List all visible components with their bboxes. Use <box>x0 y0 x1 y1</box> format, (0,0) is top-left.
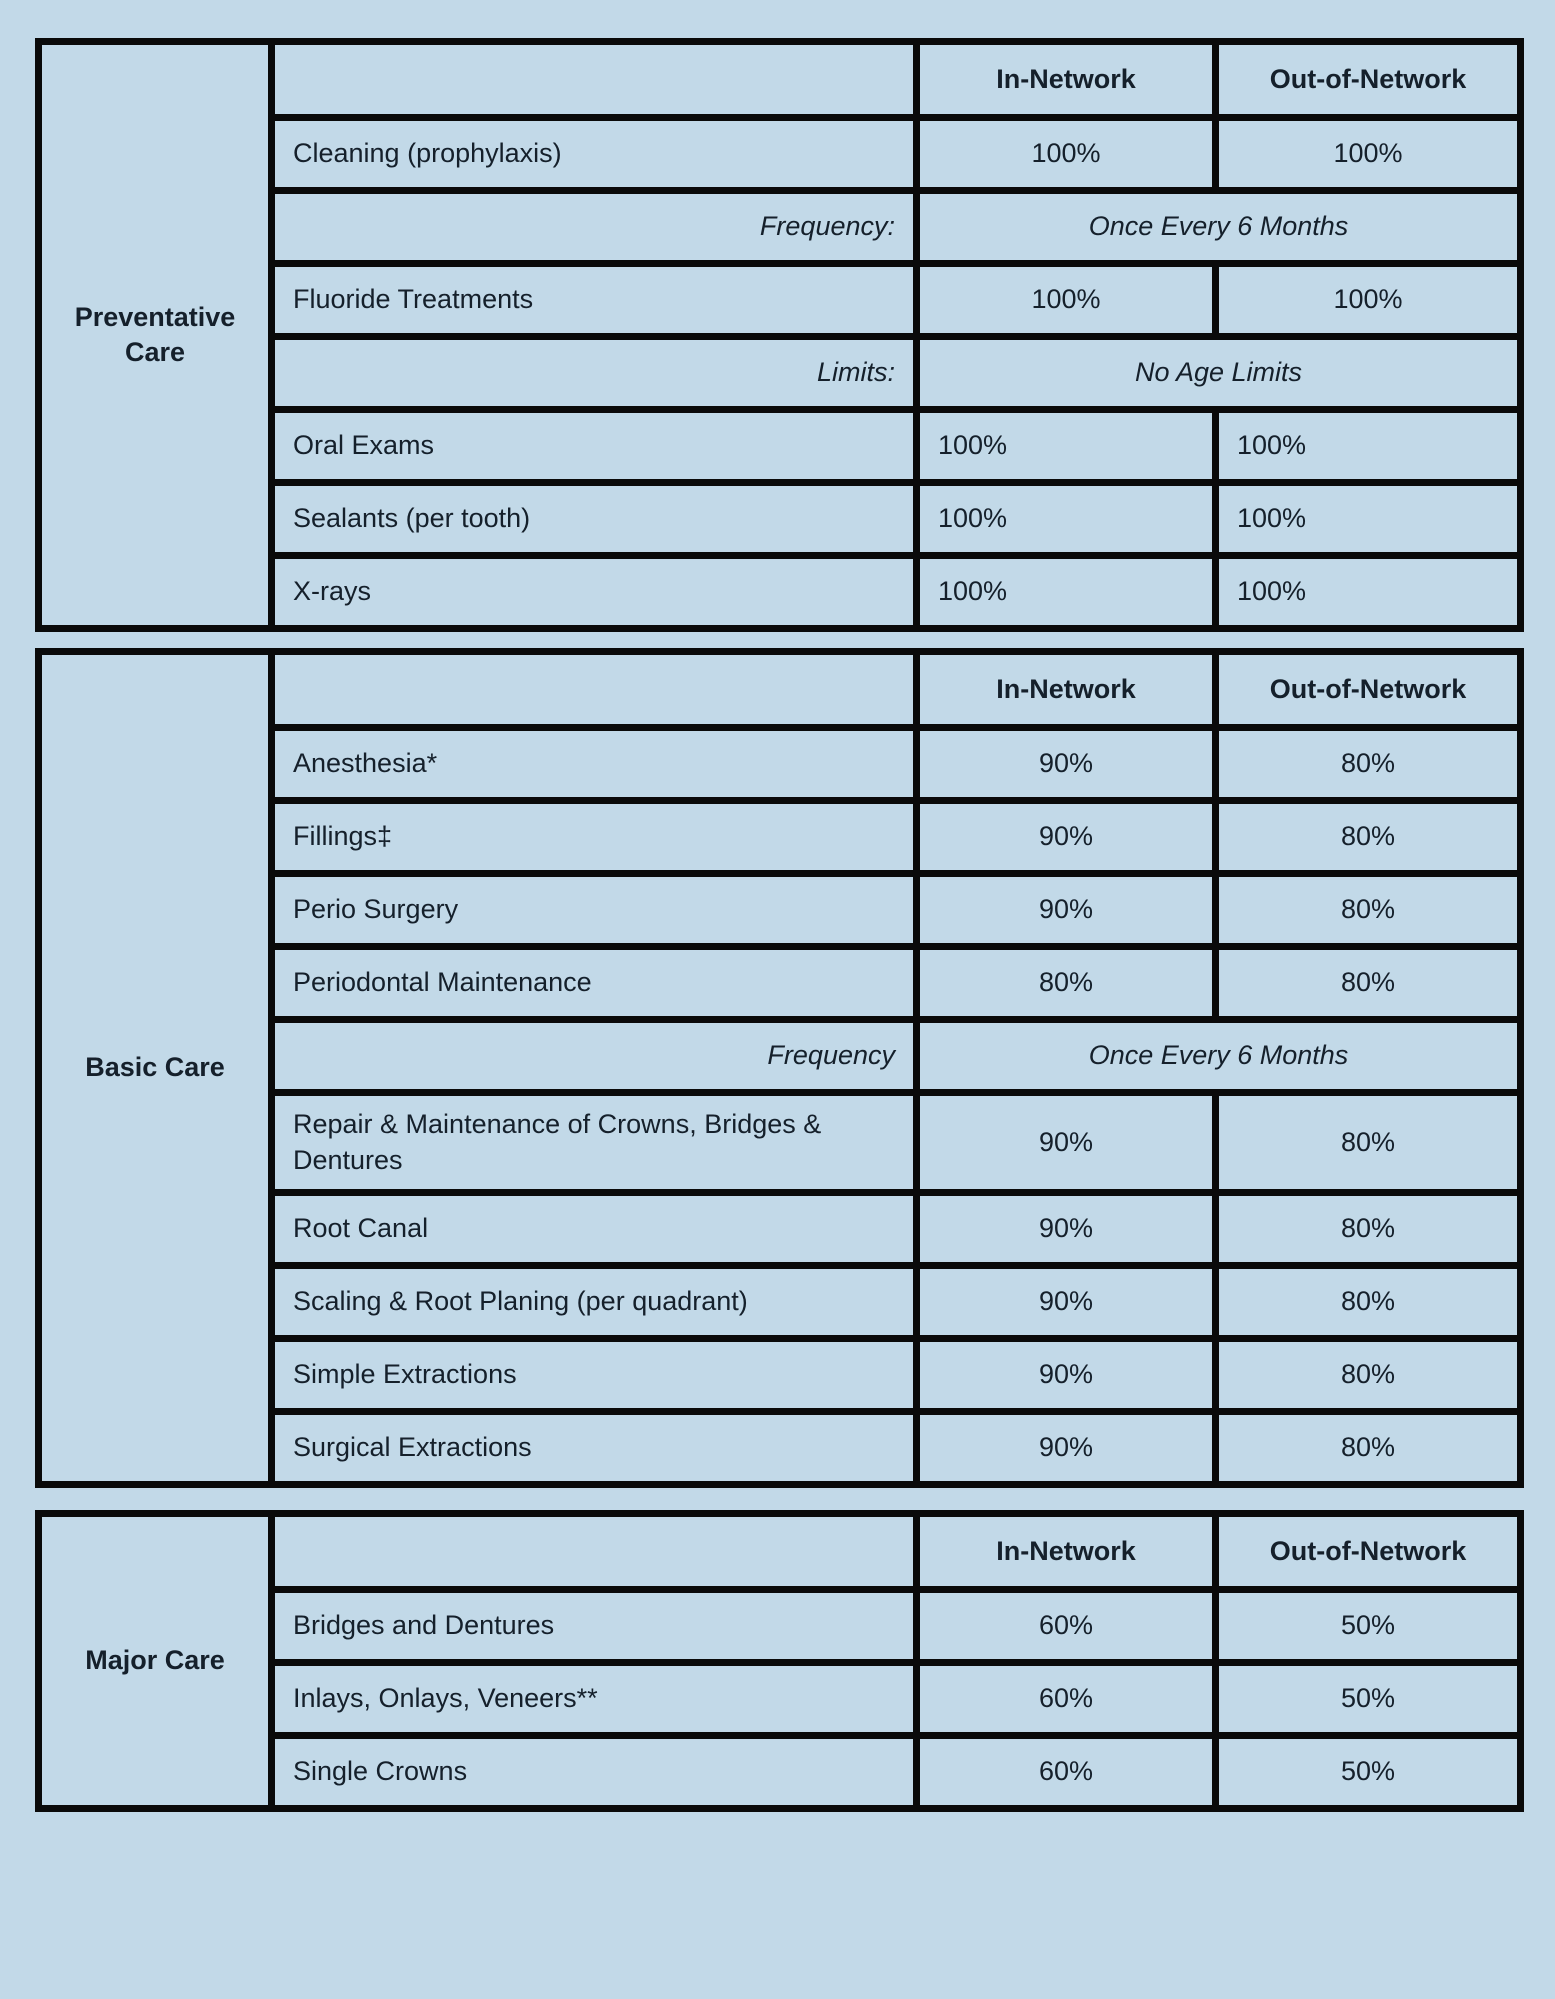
coverage-in-network: 90% <box>917 1266 1216 1339</box>
coverage-out-of-network: 80% <box>1216 874 1521 947</box>
header-row <box>39 652 1521 728</box>
coverage-out-of-network: 50% <box>1216 1663 1521 1736</box>
category-cell-preventative-care: Preventative Care <box>39 42 272 629</box>
coverage-out-of-network: 50% <box>1216 1590 1521 1663</box>
column-header-in-network: In-Network <box>917 1514 1216 1590</box>
coverage-in-network: 60% <box>917 1663 1216 1736</box>
coverage-in-network: 90% <box>917 1093 1216 1193</box>
service-label: Single Crowns <box>272 1736 917 1809</box>
note-value: Once Every 6 Months <box>917 191 1521 264</box>
coverage-out-of-network: 80% <box>1216 1339 1521 1412</box>
column-header-out-of-network: Out-of-Network <box>1216 652 1521 728</box>
coverage-out-of-network: 50% <box>1216 1736 1521 1809</box>
empty-header-cell <box>272 1514 917 1590</box>
coverage-in-network: 60% <box>917 1590 1216 1663</box>
coverage-in-network: 100% <box>917 556 1216 629</box>
column-header-in-network: In-Network <box>917 42 1216 118</box>
category-cell-basic-care: Basic Care <box>39 652 272 1485</box>
coverage-out-of-network: 80% <box>1216 728 1521 801</box>
major-care-table <box>35 1510 1524 1812</box>
note-value: Once Every 6 Months <box>917 1020 1521 1093</box>
note-label: Frequency <box>272 1020 917 1093</box>
service-label: Surgical Extractions <box>272 1412 917 1485</box>
service-label: Fillings‡ <box>272 801 917 874</box>
coverage-out-of-network: 80% <box>1216 1266 1521 1339</box>
note-label: Frequency: <box>272 191 917 264</box>
coverage-out-of-network: 100% <box>1216 556 1521 629</box>
coverage-out-of-network: 100% <box>1216 483 1521 556</box>
coverage-in-network: 90% <box>917 874 1216 947</box>
coverage-out-of-network: 100% <box>1216 410 1521 483</box>
service-label: Bridges and Dentures <box>272 1590 917 1663</box>
header-row <box>39 42 1521 118</box>
service-label: Sealants (per tooth) <box>272 483 917 556</box>
preventative-care-table <box>35 38 1524 632</box>
service-label: Perio Surgery <box>272 874 917 947</box>
coverage-out-of-network: 100% <box>1216 264 1521 337</box>
column-header-in-network: In-Network <box>917 652 1216 728</box>
service-label: Root Canal <box>272 1193 917 1266</box>
coverage-in-network: 90% <box>917 728 1216 801</box>
empty-header-cell <box>272 42 917 118</box>
service-label: Anesthesia* <box>272 728 917 801</box>
column-header-out-of-network: Out-of-Network <box>1216 1514 1521 1590</box>
service-label: Repair & Maintenance of Crowns, Bridges & Dentures <box>272 1093 917 1193</box>
coverage-in-network: 90% <box>917 801 1216 874</box>
service-label: Simple Extractions <box>272 1339 917 1412</box>
coverage-out-of-network: 80% <box>1216 801 1521 874</box>
coverage-out-of-network: 100% <box>1216 118 1521 191</box>
service-label: X-rays <box>272 556 917 629</box>
service-label: Fluoride Treatments <box>272 264 917 337</box>
category-cell-major-care: Major Care <box>39 1514 272 1809</box>
service-label: Scaling & Root Planing (per quadrant) <box>272 1266 917 1339</box>
service-label: Cleaning (prophylaxis) <box>272 118 917 191</box>
note-value: No Age Limits <box>917 337 1521 410</box>
column-header-out-of-network: Out-of-Network <box>1216 42 1521 118</box>
service-label: Periodontal Maintenance <box>272 947 917 1020</box>
coverage-out-of-network: 80% <box>1216 1193 1521 1266</box>
coverage-in-network: 90% <box>917 1412 1216 1485</box>
coverage-out-of-network: 80% <box>1216 1093 1521 1193</box>
coverage-out-of-network: 80% <box>1216 1412 1521 1485</box>
basic-care-table <box>35 648 1524 1488</box>
empty-header-cell <box>272 652 917 728</box>
coverage-in-network: 100% <box>917 264 1216 337</box>
header-row <box>39 1514 1521 1590</box>
coverage-in-network: 90% <box>917 1193 1216 1266</box>
coverage-in-network: 80% <box>917 947 1216 1020</box>
coverage-in-network: 100% <box>917 410 1216 483</box>
coverage-in-network: 60% <box>917 1736 1216 1809</box>
service-label: Inlays, Onlays, Veneers** <box>272 1663 917 1736</box>
service-label: Oral Exams <box>272 410 917 483</box>
coverage-out-of-network: 80% <box>1216 947 1521 1020</box>
coverage-in-network: 100% <box>917 118 1216 191</box>
coverage-in-network: 100% <box>917 483 1216 556</box>
coverage-in-network: 90% <box>917 1339 1216 1412</box>
note-label: Limits: <box>272 337 917 410</box>
